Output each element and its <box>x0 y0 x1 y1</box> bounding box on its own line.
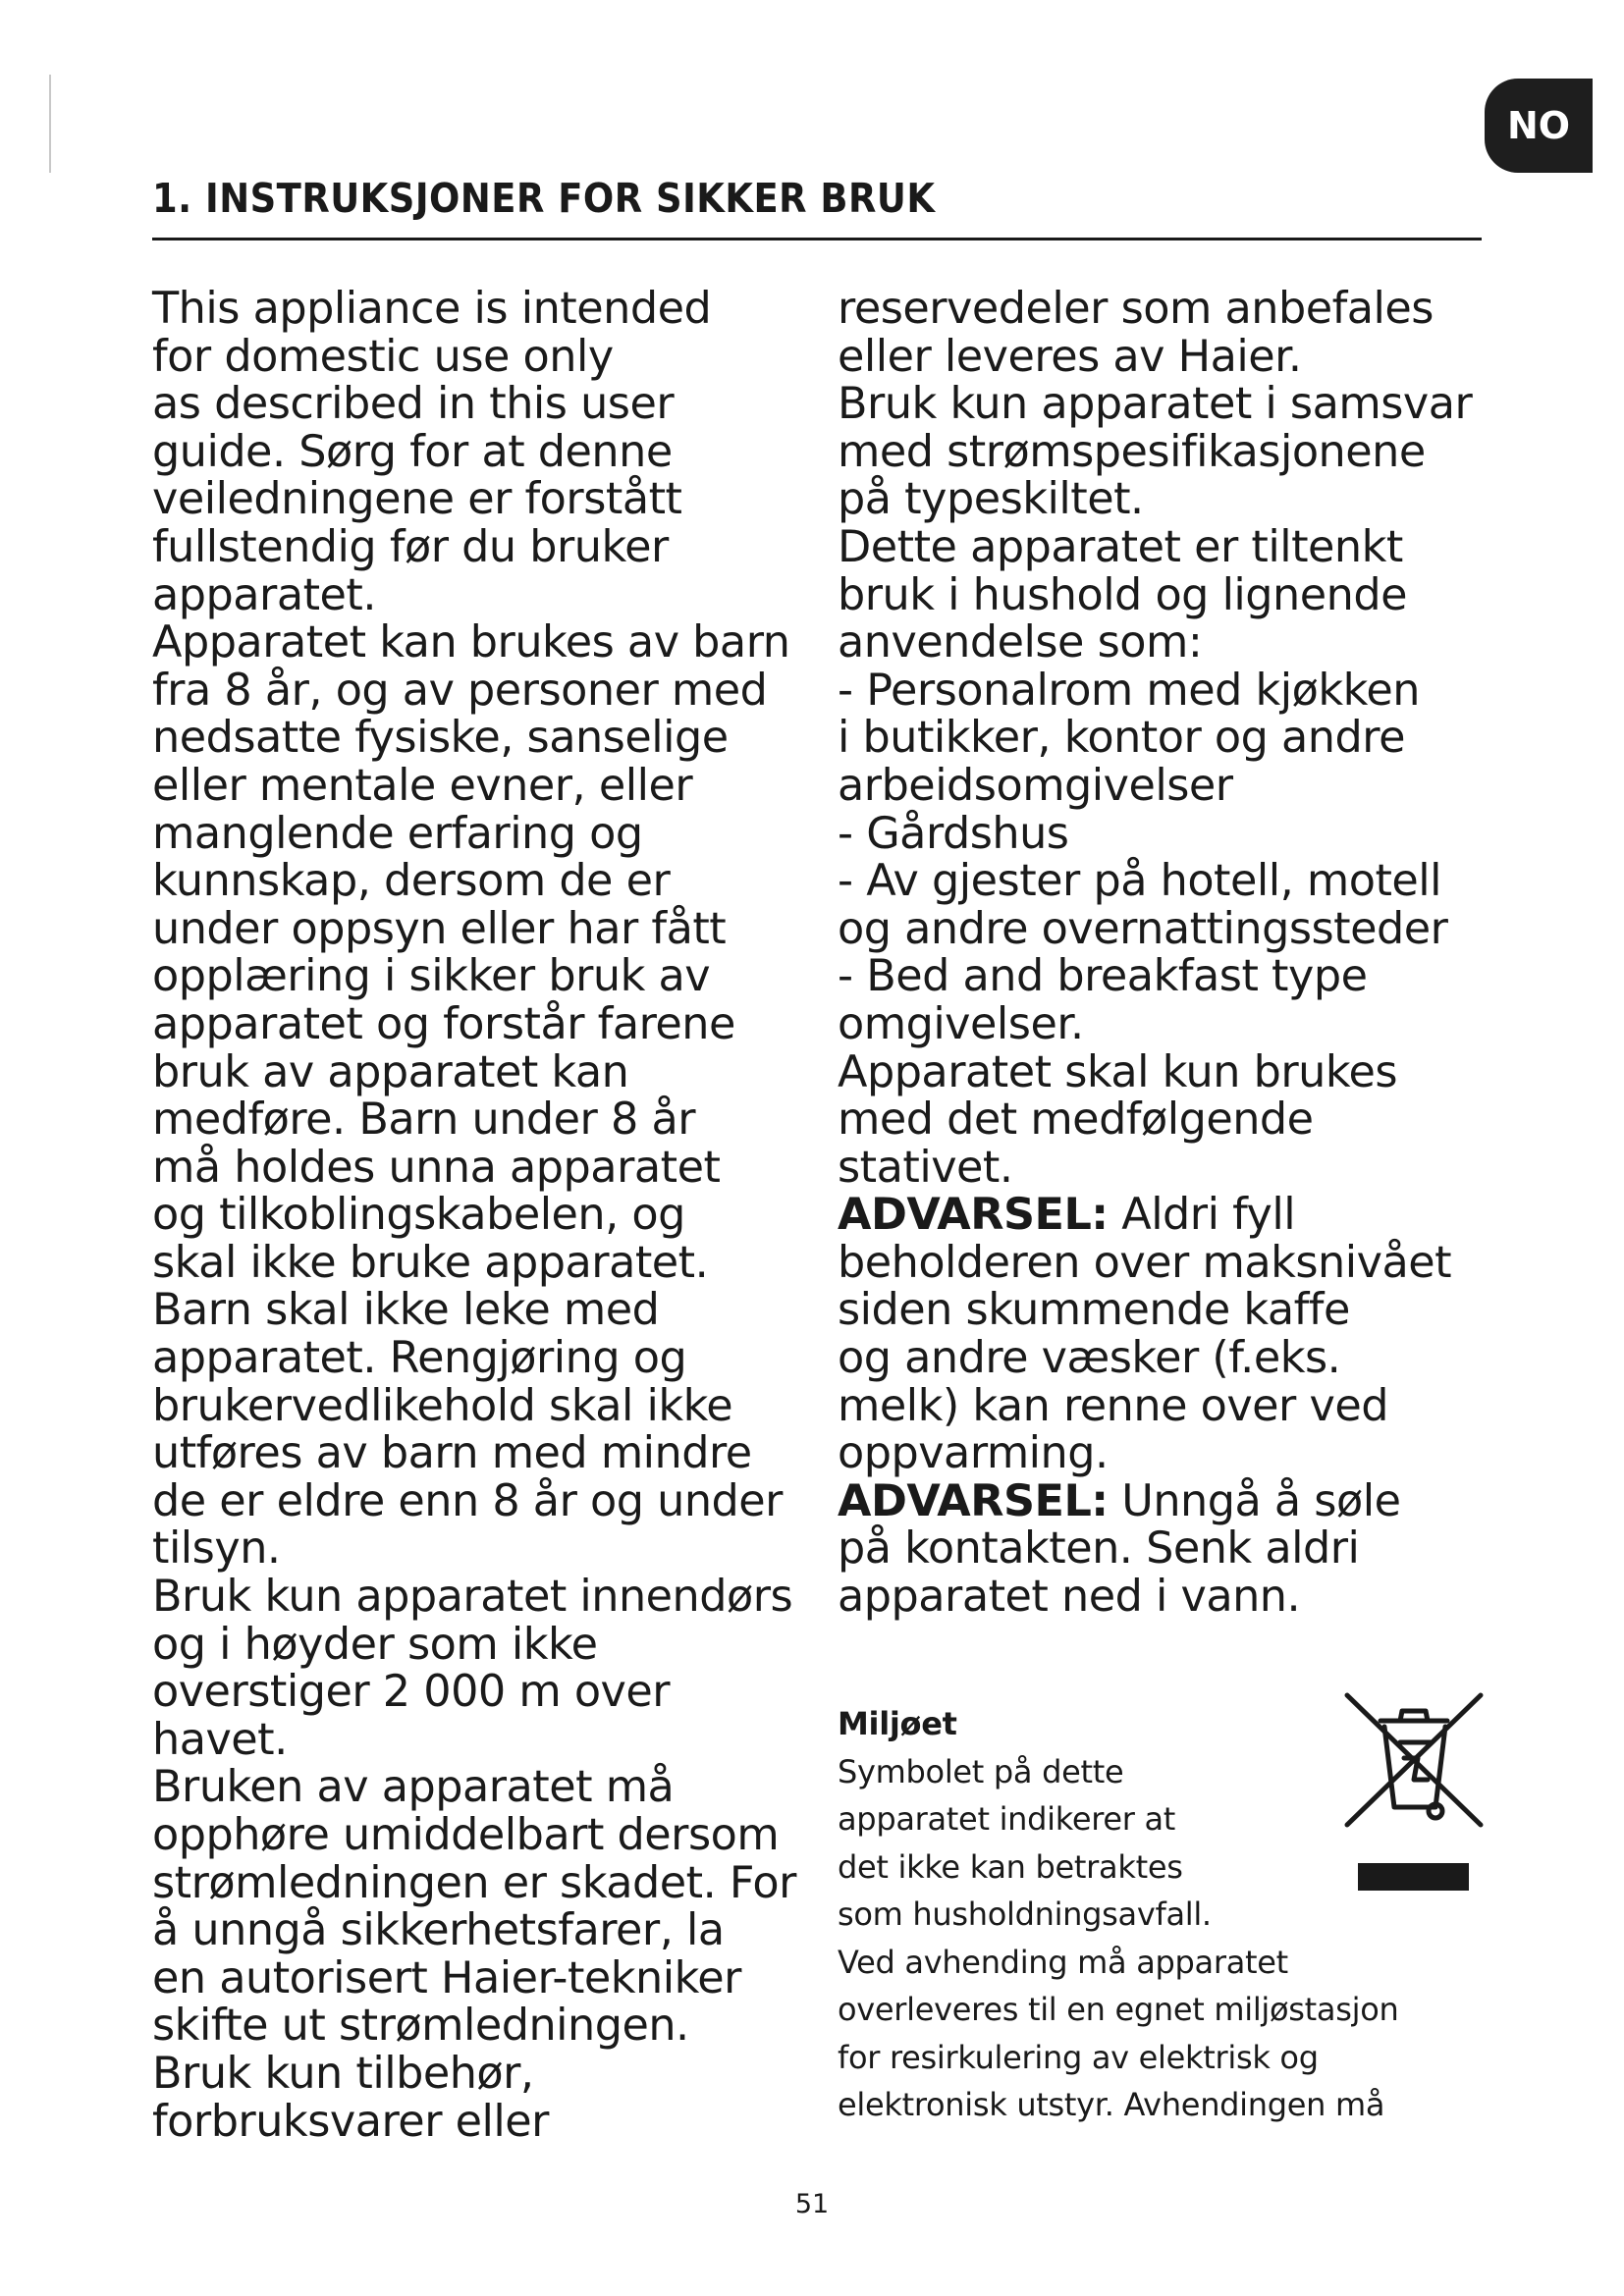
text-line: Dette apparatet er tiltenkt <box>838 521 1403 572</box>
warning-text: Aldri fyll <box>1108 1190 1296 1241</box>
text-line: strømledningen er skadet. For <box>152 1857 796 1908</box>
warning-label: ADVARSEL: <box>838 1475 1109 1526</box>
text-line: skal ikke bruke apparatet. <box>152 1237 709 1288</box>
text-line: må holdes unna apparatet <box>152 1142 721 1193</box>
text-line: - Av gjester på hotell, motell <box>838 856 1442 907</box>
text-line: Apparatet kan brukes av barn <box>152 617 790 668</box>
environment-line: som husholdningsavfall. <box>838 1896 1212 1933</box>
text-line: oppvarming. <box>838 1428 1109 1479</box>
text-line: apparatet. Rengjøring og <box>152 1333 687 1384</box>
text-line: og i høyder som ikke <box>152 1619 598 1670</box>
text-line: beholderen over maksnivået <box>838 1237 1452 1288</box>
text-line: Bruk kun apparatet i samsvar <box>838 379 1473 430</box>
text-line: anvendelse som: <box>838 617 1203 668</box>
margin-rule <box>49 75 51 173</box>
text-line: opphøre umiddelbart dersom <box>152 1810 780 1860</box>
text-line: Bruk kun apparatet innendørs <box>152 1572 793 1623</box>
environment-line: Ved avhending må apparatet <box>838 1943 1288 1981</box>
text-line: - Personalrom med kjøkken <box>838 665 1420 716</box>
text-line: guide. Sørg for at denne <box>152 426 673 477</box>
text-line: siden skummende kaffe <box>838 1285 1350 1336</box>
text-line: på kontakten. Senk aldri <box>838 1523 1360 1575</box>
text-line: opplæring i sikker bruk av <box>152 951 711 1002</box>
text-line: veiledningene er forstått <box>152 474 682 525</box>
text-line: med strømspesifikasjonene <box>838 426 1426 477</box>
text-line: kunnskap, dersom de er <box>152 856 671 907</box>
text-line: utføres av barn med mindre <box>152 1428 752 1479</box>
weee-bar-icon <box>1358 1863 1469 1891</box>
text-line: bruk i hushold og lignende <box>838 569 1407 620</box>
text-line: manglende erfaring og <box>152 808 643 859</box>
text-line: og andre væsker (f.eks. <box>838 1333 1341 1384</box>
text-line: as described in this user <box>152 379 675 430</box>
text-line: på typeskiltet. <box>838 474 1144 525</box>
warning-label: ADVARSEL: <box>838 1190 1109 1241</box>
text-line: under oppsyn eller har fått <box>152 903 727 954</box>
page-number: 51 <box>794 2189 830 2219</box>
text-line: forbruksvarer eller <box>152 2096 549 2147</box>
text-line: å unngå sikkerhetsfarer, la <box>152 1905 725 1956</box>
text-line: medføre. Barn under 8 år <box>152 1095 696 1146</box>
environment-line: overleveres til en egnet miljøstasjon <box>838 1991 1399 2028</box>
text-line: - Gårdshus <box>838 808 1069 859</box>
environment-line: det ikke kan betraktes <box>838 1847 1183 1886</box>
text-line: apparatet og forstår farene <box>152 998 735 1049</box>
text-line: fra 8 år, og av personer med <box>152 665 768 716</box>
language-tab-label: NO <box>1506 104 1571 147</box>
text-line: bruk av apparatet kan <box>152 1046 629 1097</box>
text-line: med det medfølgende <box>838 1095 1314 1146</box>
text-line: overstiger 2 000 m over <box>152 1667 671 1718</box>
warning-body <box>838 1525 1495 1621</box>
text-line: brukervedlikehold skal ikke <box>152 1380 733 1431</box>
right-column-text <box>838 286 1495 1192</box>
text-line: omgivelser. <box>838 998 1084 1049</box>
environment-heading: Miljøet <box>838 1705 957 1742</box>
text-line: - Bed and breakfast type <box>838 951 1368 1002</box>
text-line: reservedeler som anbefales <box>838 284 1434 334</box>
text-line: Bruken av apparatet må <box>152 1762 675 1813</box>
title-underline <box>152 238 1482 240</box>
warning-body <box>838 1237 1495 1479</box>
text-line: Barn skal ikke leke med <box>152 1285 660 1336</box>
environment-line: Symbolet på dette <box>838 1752 1124 1790</box>
text-line: for domestic use only <box>152 331 614 382</box>
environment-line: elektronisk utstyr. Avhendingen må <box>838 2086 1385 2123</box>
text-line: eller leveres av Haier. <box>838 331 1302 382</box>
text-line: skifte ut strømledningen. <box>152 2001 689 2052</box>
text-line: This appliance is intended <box>152 284 712 334</box>
text-line: og tilkoblingskabelen, og <box>152 1190 685 1241</box>
text-line: eller mentale evner, eller <box>152 760 693 811</box>
text-line: tilsyn. <box>152 1523 281 1575</box>
text-line: Apparatet skal kun brukes <box>838 1046 1398 1097</box>
text-line: fullstendig før du bruker <box>152 521 669 572</box>
warning-line <box>838 1475 1495 1526</box>
warning-fill-level <box>838 1192 1495 1478</box>
section-title: 1. INSTRUKSJONER FOR SIKKER BRUK <box>152 175 936 222</box>
text-line: apparatet. <box>152 569 377 620</box>
text-line: melk) kan renne over ved <box>838 1380 1388 1431</box>
warning-text: Unngå å søle <box>1108 1475 1401 1526</box>
text-line: en autorisert Haier-tekniker <box>152 1952 741 2003</box>
text-line: apparatet ned i vann. <box>838 1572 1301 1623</box>
right-column <box>838 286 1495 1622</box>
text-line: stativet. <box>838 1142 1013 1193</box>
left-column <box>152 286 820 2146</box>
text-line: nedsatte fysiske, sanselige <box>152 713 729 764</box>
text-line: i butikker, kontor og andre <box>838 713 1405 764</box>
language-tab <box>1485 79 1593 173</box>
environment-line: apparatet indikerer at <box>838 1800 1176 1838</box>
text-line: arbeidsomgivelser <box>838 760 1233 811</box>
text-line: havet. <box>152 1714 288 1765</box>
text-line: og andre overnattingssteder <box>838 903 1448 954</box>
warning-line <box>838 1192 1495 1240</box>
warning-spill <box>838 1475 1495 1623</box>
text-line: Bruk kun tilbehør, <box>152 2048 534 2099</box>
crossed-out-wheelie-bin-icon <box>1343 1691 1485 1829</box>
environment-line: for resirkulering av elektrisk og <box>838 2038 1319 2076</box>
text-line: de er eldre enn 8 år og under <box>152 1475 783 1526</box>
